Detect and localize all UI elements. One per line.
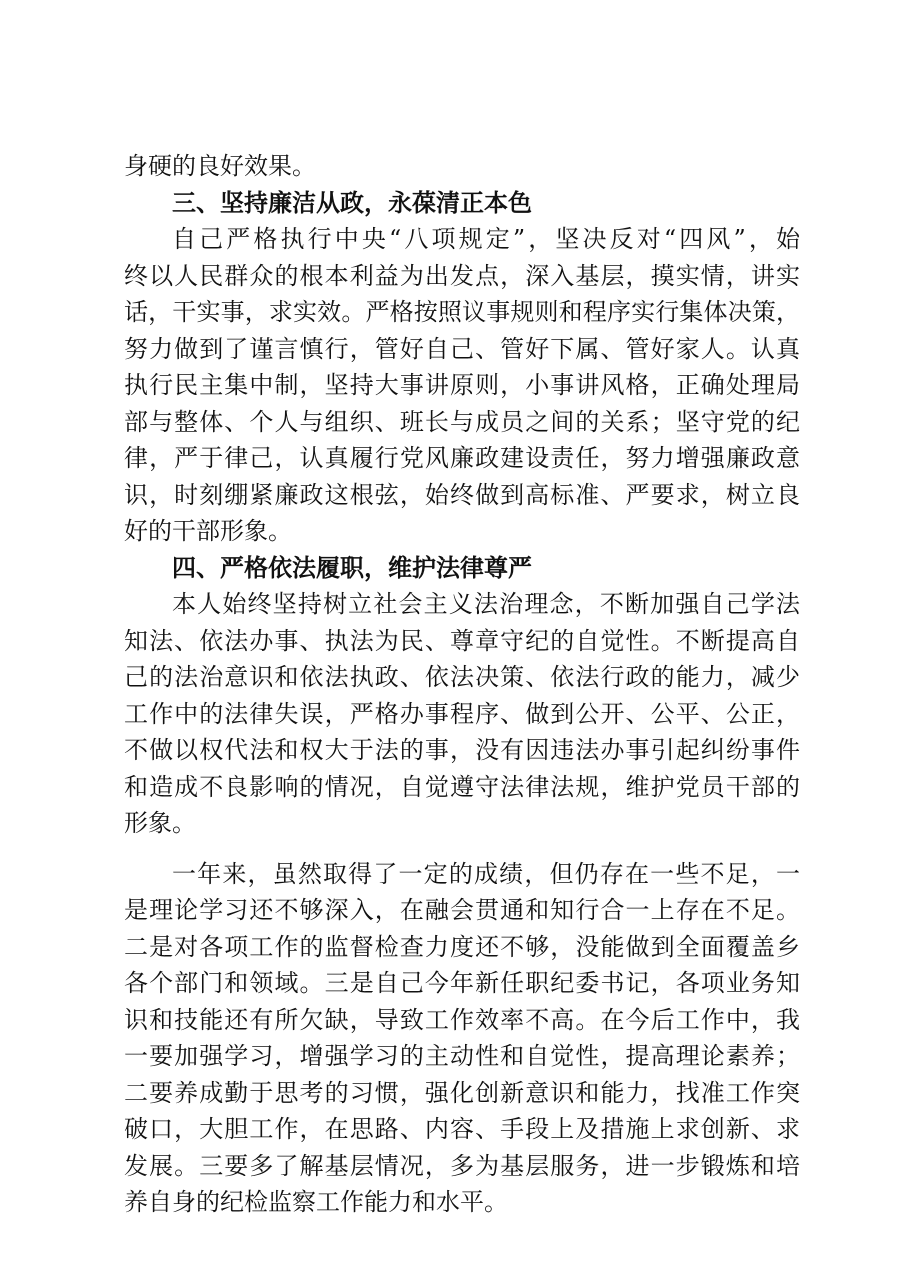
summary-paragraph <box>124 856 800 1221</box>
section-4-line: 不做以权代法和权大于法的事，没有因违法办事引起纠纷事件 <box>124 736 800 764</box>
section-3-line: 自己严格执行中央“八项规定”，坚决反对“四风”，始 <box>172 225 800 253</box>
section-3-line: 执行民主集中制，坚持大事讲原则，小事讲风格，正确处理局 <box>124 371 800 399</box>
section-4-line: 形象。 <box>124 809 196 837</box>
section-4-paragraph <box>124 586 800 842</box>
section-3-line: 识，时刻绷紧廉政这根弦，始终做到高标准、严要求，树立良 <box>124 480 800 509</box>
section-3-paragraph <box>124 221 800 550</box>
summary-line: 养自身的纪检监察工作能力和水平。 <box>124 1188 508 1216</box>
summary-line: 二要养成勤于思考的习惯，强化创新意识和能力，找准工作突 <box>124 1078 800 1107</box>
summary-line: 是理论学习还不够深入，在融会贯通和知行合一上存在不足。 <box>124 896 800 924</box>
section-3-line: 终以人民群众的根本利益为出发点，深入基层，摸实情，讲实 <box>124 261 800 290</box>
section-4-heading: 四、严格依法履职，维护法律尊严 <box>172 553 532 582</box>
section-3-line: 努力做到了谨言慎行，管好自己、管好下属、管好家人。认真 <box>124 334 800 363</box>
summary-line: 一年来，虽然取得了一定的成绩，但仍存在一些不足，一 <box>172 859 800 888</box>
summary-line: 二是对各项工作的监督检查力度还不够，没能做到全面覆盖乡 <box>124 932 800 961</box>
section-4-line: 工作中的法律失误，严格办事程序、做到公开、公平、公正， <box>124 699 800 728</box>
section-3-heading: 三、坚持廉洁从政，永葆清正本色 <box>172 188 532 217</box>
section-3-line: 好的干部形象。 <box>124 517 292 545</box>
section-3-line: 律，严于律己，认真履行党风廉政建设责任，努力增强廉政意 <box>124 444 800 472</box>
intro-tail-line: 身硬的良好效果。 <box>124 152 316 180</box>
summary-line: 识和技能还有所欠缺，导致工作效率不高。在今后工作中，我 <box>124 1005 800 1034</box>
summary-line: 各个部门和领域。三是自己今年新任职纪委书记，各项业务知 <box>124 969 800 997</box>
section-3-line: 话，干实事，求实效。严格按照议事规则和程序实行集体决策， <box>124 298 800 326</box>
summary-line: 一要加强学习，增强学习的主动性和自觉性，提高理论素养； <box>124 1042 800 1070</box>
section-4-line: 知法、依法办事、执法为民、尊章守纪的自觉性。不断提高自 <box>124 626 800 655</box>
document-body <box>124 148 800 1221</box>
summary-line: 发展。三要多了解基层情况，多为基层服务，进一步锻炼和培 <box>124 1151 800 1180</box>
section-4-line: 本人始终坚持树立社会主义法治理念，不断加强自己学法 <box>172 590 800 618</box>
section-3-line: 部与整体、个人与组织、班长与成员之间的关系；坚守党的纪 <box>124 407 800 436</box>
summary-line: 破口，大胆工作，在思路、内容、手段上及措施上求创新、求 <box>124 1115 800 1143</box>
section-4-line: 己的法治意识和依法执政、依法决策、依法行政的能力，减少 <box>124 663 800 691</box>
section-4-line: 和造成不良影响的情况，自觉遵守法律法规，维护党员干部的 <box>124 772 800 801</box>
